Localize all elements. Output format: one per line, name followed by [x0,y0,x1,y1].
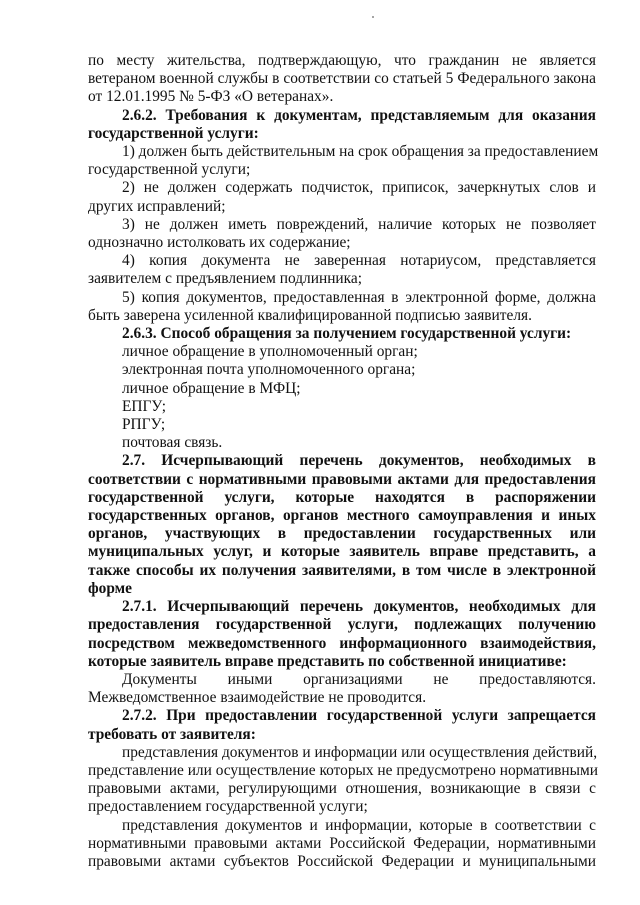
text-line: однозначно истолковать их содержание; [88,234,351,252]
paragraph [88,343,596,361]
text-line: государственной услуги: [88,124,259,142]
text-line: быть заверена усиленной квалифицированной подписью заявителя. [88,306,532,324]
text-line: 2.7. Исчерпывающий перечень документов, необходимых в [122,452,596,470]
text-line: других исправлений; [88,197,226,215]
text-line: от 12.01.1995 № 5-ФЗ «О ветеранах». [88,88,334,106]
scan-speck [372,16,374,18]
text-line: которые заявитель вправе представить по собственной инициативе: [88,652,567,670]
section-heading [88,707,596,743]
section-heading [88,598,596,671]
text-line: представление или осуществление которых не предусмотрено нормативными [88,761,598,779]
text-line: правовыми актами, регулирующими отношения, возникающие в связи с [88,780,596,798]
paragraph [88,434,596,452]
text-line: государственной услуги; [88,161,251,179]
text-line: государственных органов, органов местного самоуправления и иных [88,507,596,525]
text-line: 2.7.1. Исчерпывающий перечень документов, необходимых для [122,598,596,616]
text-line: предоставления государственной услуги, подлежащих получению [88,616,596,634]
text-line: электронная почта уполномоченного органа; [122,361,416,379]
text-line: по месту жительства, подтверждающую, что гражданин не является [88,52,596,69]
text-line: 2.7.2. При предоставлении государственной услуги запрещается [122,707,596,725]
text-line: органов, участвующих в предоставлении государственных или [88,525,596,543]
text-line: 4) копия документа не заверенная нотариусом, представляется [122,252,596,270]
text-line: заявителем с предъявлением подлинника; [88,270,363,288]
paragraph [88,52,596,107]
text-line: 2.6.2. Требования к документам, представляемым для оказания [122,106,596,124]
text-line: соответствии с нормативными правовыми актами для предоставления [88,470,596,488]
paragraph [88,252,596,288]
text-line: нормативными правовыми актами Российской Федерации, нормативными [88,834,596,852]
text-line: предоставлением государственной услуги; [88,798,368,816]
text-line: Документы иными организациями не предоставляются. [122,670,596,688]
text-line: также способы их получения заявителями, в том числе в электронной [88,561,596,579]
text-line: 5) копия документов, предоставленная в электронной форме, должна [122,288,596,306]
paragraph [88,143,599,179]
section-heading [88,107,596,143]
text-line: РПГУ; [122,416,166,434]
text-line: государственной услуги, которые находятся в распоряжении [88,488,596,506]
text-line: ЕПГУ; [122,397,166,415]
text-line: форме [88,579,132,597]
paragraph [88,216,596,252]
text-line: ветераном военной службы в соответствии со статьей 5 Федерального закона [88,70,596,88]
text-line: посредством межведомственного информационного взаимодействия, [88,634,596,652]
paragraph [88,671,596,707]
document-page [88,52,599,871]
text-line: представления документов и информации, которые в соответствии с [122,816,596,834]
text-line: 1) должен быть действительным на срок обращения за предоставлением [122,143,599,161]
text-line: представления документов и информации или осуществления действий, [122,743,598,761]
paragraph [88,744,596,817]
paragraph [88,380,596,398]
text-line: 2) не должен содержать подчисток, приписок, зачеркнутых слов и [122,179,596,197]
paragraph [88,817,596,872]
paragraph [88,179,596,215]
text-line: требовать от заявителя: [88,725,256,743]
paragraph [88,416,596,434]
text-line: муниципальных услуг, и которые заявитель вправе представить, а [88,543,596,561]
text-line: 3) не должен иметь повреждений, наличие которых не позволяет [122,215,596,233]
text-line: личное обращение в уполномоченный орган; [122,343,418,361]
text-line: почтовая связь. [122,434,223,452]
text-line: 2.6.3. Способ обращения за получением государственной услуги: [122,325,572,343]
text-line: правовыми актами субъектов Российской Федерации и муниципальными [88,852,596,870]
section-heading [88,325,596,343]
paragraph [88,289,596,325]
text-line: личное обращение в МФЦ; [122,379,301,397]
paragraph [88,398,596,416]
section-heading [88,452,596,598]
text-line: Межведомственное взаимодействие не проводится. [88,689,427,707]
paragraph [88,361,596,379]
